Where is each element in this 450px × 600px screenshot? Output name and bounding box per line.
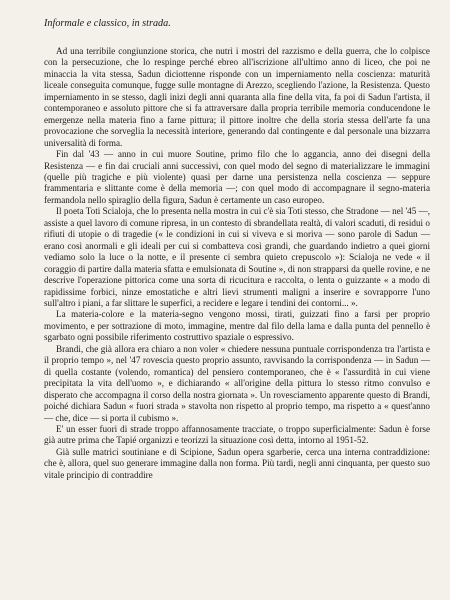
paragraph-2: Fin dal '43 — anno in cui muore Soutine, primo filo che lo aggancia, anno dei disegni della Resistenza — e fin dai cruciali anni successivi, con quel modo del segno di materializzare le immagini (quelle più tragiche e più violente) quasi per darne una persistenza nella coscienza — seppure frammentaria e slittante come è della memoria —; con quel modo di accompagnare il segno-materia fermandola nello spiraglio della figura, Sadun è certamente un caso europeo. [44, 149, 430, 205]
paragraph-7: Già sulle matrici soutiniane e di Scipione, Sadun opera sgarberie, cerca una interna contraddizione: che è, allora, quel suo generare immagine dalla non forma. Più tardi, negli anni cinquanta, per questo suo vitale principio di contraddire [44, 446, 430, 480]
paragraph-6: E' un esser fuori di strade troppo affannosamente tracciate, o troppo superficialmente: Sadun è forse già autre prima che Tapié organizzi e teorizzi la situazione così detta, intorno al 1951-52. [44, 423, 430, 446]
paragraph-4: La materia-colore e la materia-segno vengono mossi, tirati, guizzati fino a farsi per proprio movimento, e per sottrazione di moto, immagine, mentre dal filo della lama e dalla punta del pennello è sgarbato ogni possibile riferimento costruttivo spaziale o espressivo. [44, 309, 430, 343]
running-head: Informale e classico, in strada. [44, 18, 171, 29]
paragraph-5: Brandi, che già allora era chiaro a non voler « chiedere nessuna puntuale corrispondenza tra l'artista e il proprio tempo », nel '47 rovescia questo proprio assunto, ravvisando la corrispondenza — in Sadun — di quella costante (volendo, romantica) del pensiero contemporaneo, che è « l'assurdità in cui viene precipitata la vita dell'uomo », e dichiarando « all'origine della pittura lo stesso ritmo convulso e disperato che accompagna il corso della nostra giornata ». Un rovesciamento apparente questo di Brandi, poiché dichiara Sadun « fuori strada » stavolta non rispetto al proprio tempo, ma rispetto a « quest'anno — che, dice — si porta il cubismo ». [44, 343, 430, 423]
paragraph-1: Ad una terribile congiunzione storica, che nutrì i mostri del razzismo e della guerra, che lo colpisce con la persecuzione, che lo respinge perché ebreo all'iscrizione all'ultimo anno di liceo, che poi ne minaccia la vita stessa, Sadun diciottenne risponde con un imperniamento nella coscienza: maturità liceale conseguita comunque, fugge sulle montagne di Arezzo, scegliendo l'azione, la Resistenza. Questo imperniamento in se stesso, dagli inizi degli anni quaranta alla fine della vita, fa poi di Sadun l'artista, il contemporaneo e assoluto pittore che si fa attraversare dalla propria terribile memoria conducendone le emergenze nella materia fino a farne pittura; il pittore inoltre che della storia stessa dell'arte fa una provocazione che sorveglia la necessità interiore, generando dal contingente e dal personale una bizzarra universalità di forma. [44, 46, 430, 148]
paragraph-3: Il poeta Toti Scialoja, che lo presenta nella mostra in cui c'è sia Toti stesso, che Stradone — nel '45 —, assiste a quel lavoro di comune ripresa, in un contesto di sbrandellata realtà, di valori scaduti, di residui o rifiuti di utopie o di tragedie (« le condizioni in cui si viveva e si moriva — sono parole di Sadun — erano così anormali e gli ideali per cui si combatteva così grandi, che guardando indietro a quei giorni vediamo solo la luce o la notte, e il presente ci sembra quieto crepuscolo »): Scialoja ne vede « il coraggio di partire dalla materia sfatta e emulsionata di Soutine », di non strapparsi da quelle rovine, e ne descrive l'operazione pittorica come una sorta di ricucitura e raccolta, o lenta o guizzante « a modo di rapidissime forbici, ninze emostatiche e altri lievi strumenti maligni a inserire e sovrapporre l'uno sull'altro i piani, a far slittare le superfici, a recidere e legare i tendini dei contorni... ». [44, 206, 430, 308]
document-page [44, 18, 430, 592]
